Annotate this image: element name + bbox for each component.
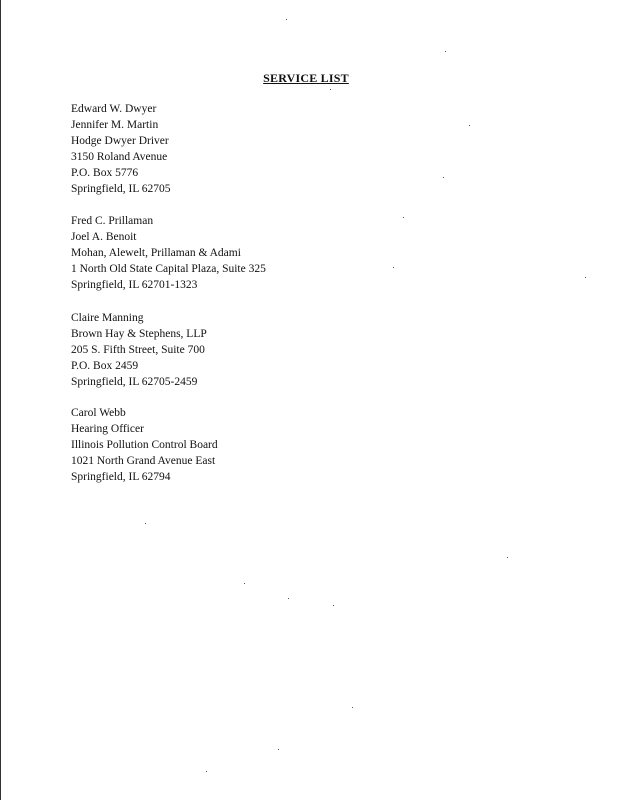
address-line: Edward W. Dwyer [71,103,157,115]
scan-speck [330,89,331,90]
scan-speck [145,523,146,524]
scan-speck [333,605,334,606]
scan-speck [393,267,394,268]
address-line: Claire Manning [71,312,144,324]
address-line: 3150 Roland Avenue [71,151,168,163]
address-line: P.O. Box 5776 [71,167,139,179]
address-line: Joel A. Benoit [71,231,137,243]
address-line: 1 North Old State Capital Plaza, Suite 325 [71,263,266,275]
scan-speck [443,177,444,178]
scan-speck [288,598,289,599]
address-line: Jennifer M. Martin [71,119,159,131]
address-line: Carol Webb [71,407,126,419]
scan-speck [278,749,279,750]
address-block-dwyer [71,101,171,197]
address-block-webb [71,405,218,485]
page-edge-line [0,0,1,800]
address-line: Springfield, IL 62705 [71,183,171,195]
scan-speck [206,771,207,772]
address-line: Hearing Officer [71,423,144,435]
address-line: Mohan, Alewelt, Prillaman & Adami [71,247,241,259]
address-block-prillaman [71,213,266,293]
address-line: Springfield, IL 62705-2459 [71,376,198,388]
address-line: 1021 North Grand Avenue East [71,455,216,467]
address-line: Brown Hay & Stephens, LLP [71,328,207,340]
address-line: P.O. Box 2459 [71,360,139,372]
scan-speck [403,217,404,218]
scan-speck [286,19,287,20]
scan-speck [469,125,470,126]
scan-speck [585,277,586,278]
address-line: 205 S. Fifth Street, Suite 700 [71,344,205,356]
address-line: Fred C. Prillaman [71,215,154,227]
address-block-manning [71,310,207,390]
address-line: Hodge Dwyer Driver [71,135,169,147]
scan-speck [507,557,508,558]
scan-speck [352,707,353,708]
page-title: SERVICE LIST [263,71,349,85]
scan-speck [445,51,446,52]
address-line: Illinois Pollution Control Board [71,439,218,451]
address-line: Springfield, IL 62701-1323 [71,279,198,291]
address-line: Springfield, IL 62794 [71,471,171,483]
scan-speck [244,583,245,584]
